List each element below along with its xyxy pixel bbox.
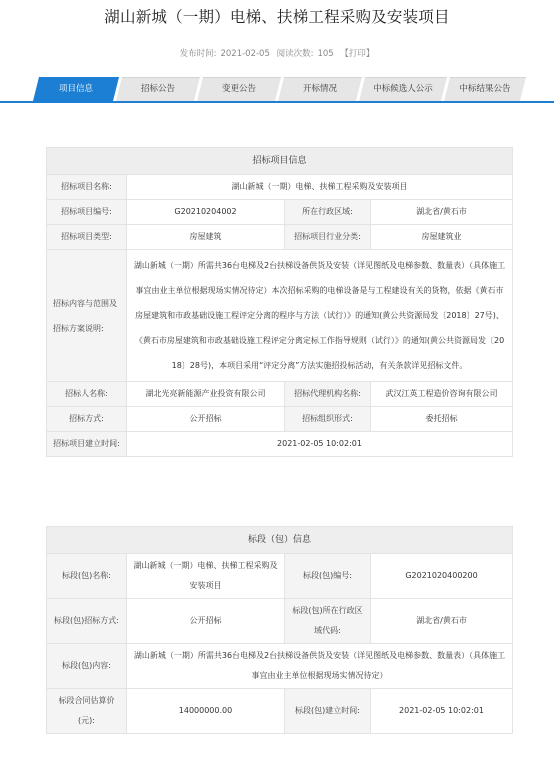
views-label: 阅读次数:: [276, 49, 314, 59]
table-row: [47, 382, 513, 407]
table-row: [47, 432, 513, 457]
project-type-label: 招标项目类型:: [47, 225, 127, 250]
tender-org-label: 招标组织形式:: [285, 407, 371, 432]
table-row: [47, 689, 513, 734]
project-region-value: 湖北省/黄石市: [371, 200, 513, 225]
publish-time: 2021-02-05: [220, 49, 270, 59]
table-row: [47, 250, 513, 382]
project-name-label: 招标项目名称:: [47, 175, 127, 200]
publish-meta: [0, 47, 554, 59]
tab-label: 招标公告: [140, 84, 175, 94]
section-content-label: 标段(包)内容:: [47, 644, 127, 689]
project-industry-label: 招标项目行业分类:: [285, 225, 371, 250]
page-title: 湖山新城（一期）电梯、扶梯工程采购及安装项目: [104, 8, 450, 26]
section-region-label: 标段(包)所在行政区域代码:: [285, 599, 371, 644]
tab-project-info[interactable]: [36, 77, 116, 101]
section-created-label: 标段(包)建立时间:: [285, 689, 371, 734]
section-method-label: 标段(包)招标方式:: [47, 599, 127, 644]
table-row: [47, 225, 513, 250]
table-row: [47, 175, 513, 200]
agency-value: 武汉江英工程造价咨询有限公司: [371, 382, 513, 407]
tenderer-label: 招标人名称:: [47, 382, 127, 407]
section-price-value: 14000000.00: [127, 689, 285, 734]
table-row: [47, 527, 513, 554]
table-row: [47, 554, 513, 599]
table-row: [47, 200, 513, 225]
tab-label: 变更公告: [221, 84, 256, 94]
section-name-label: 标段(包)名称:: [47, 554, 127, 599]
table-row: [47, 148, 513, 175]
tab-result-notice[interactable]: [447, 77, 523, 101]
tab-label: 中标候选人公示: [373, 84, 433, 94]
tab-tender-notice[interactable]: [119, 77, 197, 101]
project-created-value: 2021-02-05 10:02:01: [127, 432, 513, 457]
views-count: 105: [317, 49, 334, 59]
project-code-label: 招标项目编号:: [47, 200, 127, 225]
project-scope-value: 湖山新城（一期）所需共36台电梯及2台扶梯设备供货及安装（详见图纸及电梯参数、数量表）（具体施工事宜由业主单位根据现场实情况待定）本次招标采购的电梯设备是与工程建设有关的货物，依据《黄石市房屋建筑和市政基础设施工程评定分离的程序与方法（试行）》的通知(黄公共资源局发〔2018〕27号)、《黄石市房屋建筑和市政基础设施工程评定分离定标工作指导规则（试行）》的通知(黄公共资源局发〔2018〕28号)，本项目采用“评定分离”方法实施招投标活动，有关条款详见招标文件。: [127, 250, 513, 382]
project-created-label: 招标项目建立时间:: [47, 432, 127, 457]
project-type-value: 房屋建筑: [127, 225, 285, 250]
project-name-value: 湖山新城（一期）电梯、扶梯工程采购及安装项目: [127, 175, 513, 200]
section-created-value: 2021-02-05 10:02:01: [371, 689, 513, 734]
project-scope-label: 招标内容与范围及招标方案说明:: [47, 250, 127, 382]
table-row: [47, 599, 513, 644]
project-code-value: G20210204002: [127, 200, 285, 225]
section-region-value: 湖北省/黄石市: [371, 599, 513, 644]
section-content-value: 湖山新城（一期）所需共36台电梯及2台扶梯设备供货及安装（详见图纸及电梯参数、数量表）（具体施工事宜由业主单位根据现场实情况待定）: [127, 644, 513, 689]
tenderer-value: 湖北光亮新能源产业投资有限公司: [127, 382, 285, 407]
print-link[interactable]: 【打印】: [340, 49, 375, 59]
section-method-value: 公开招标: [127, 599, 285, 644]
table-row: [47, 407, 513, 432]
project-info-table: [46, 147, 513, 457]
tab-bar: [0, 77, 554, 103]
table-row: [47, 644, 513, 689]
section-code-label: 标段(包)编号:: [285, 554, 371, 599]
tab-change-notice[interactable]: [200, 77, 278, 101]
section-code-value: G2021020400200: [371, 554, 513, 599]
section-info-header: 标段（包）信息: [47, 527, 513, 554]
section-info-table: [46, 526, 513, 734]
tender-method-value: 公开招标: [127, 407, 285, 432]
tender-org-value: 委托招标: [371, 407, 513, 432]
tender-method-label: 招标方式:: [47, 407, 127, 432]
project-region-label: 所在行政区域:: [285, 200, 371, 225]
tab-label: 中标结果公告: [459, 84, 511, 94]
publish-time-label: 发布时间:: [179, 49, 217, 59]
section-price-label: 标段合同估算价(元):: [47, 689, 127, 734]
agency-label: 招标代理机构名称:: [285, 382, 371, 407]
tab-label: 开标情况: [302, 84, 337, 94]
section-name-value: 湖山新城（一期）电梯、扶梯工程采购及安装项目: [127, 554, 285, 599]
tab-candidate-notice[interactable]: [362, 77, 444, 101]
project-info-header: 招标项目信息: [47, 148, 513, 175]
tab-label: 项目信息: [58, 84, 93, 94]
tab-bid-opening[interactable]: [281, 77, 359, 101]
project-industry-value: 房屋建筑业: [371, 225, 513, 250]
